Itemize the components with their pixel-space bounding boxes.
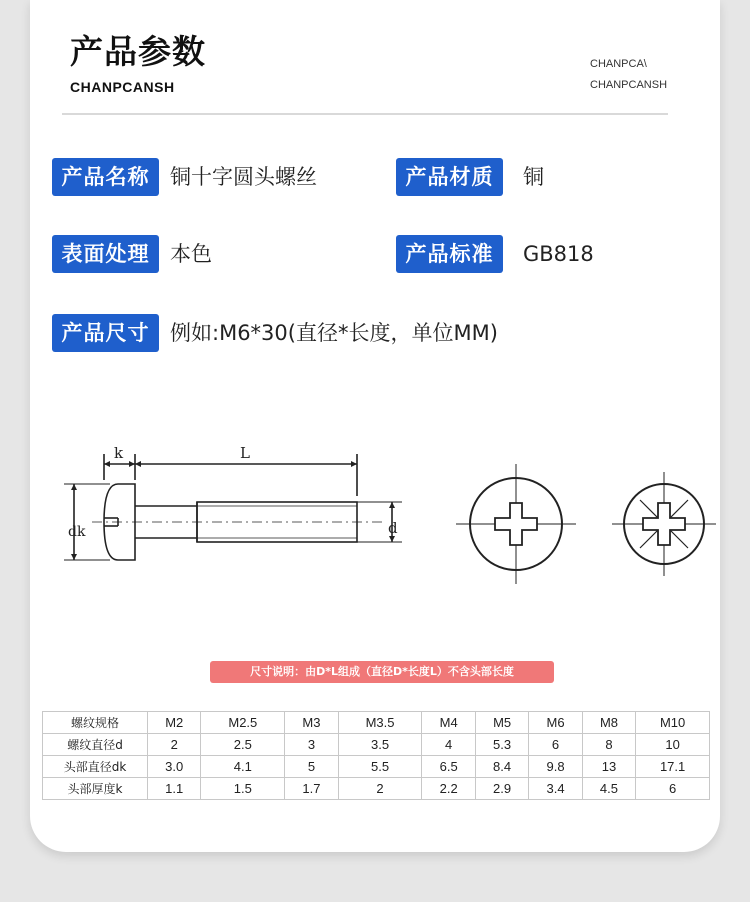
table-cell: M3 [285,712,338,734]
page-title: 产品参数 [70,32,206,71]
table-cell: 8 [582,734,635,756]
table-row [43,734,710,756]
table-cell: 5.3 [475,734,528,756]
row-header: 螺纹直径d [43,734,148,756]
standard-value: GB818 [523,242,594,266]
table-cell: 2.5 [201,734,285,756]
table-cell: 5 [285,756,338,778]
table-cell: 1.1 [148,778,201,800]
table-cell: M4 [422,712,475,734]
table-row [43,712,710,734]
surface-value: 本色 [170,242,212,266]
label-dk: dk [68,524,86,540]
table-cell: 9.8 [529,756,582,778]
size-label: 产品尺寸 [52,314,159,352]
label-L: L [240,444,250,462]
table-row [43,778,710,800]
label-d: d [388,519,398,537]
table-cell: M6 [529,712,582,734]
table-cell: 17.1 [636,756,710,778]
table-cell: M2.5 [201,712,285,734]
table-cell: 6 [529,734,582,756]
table-cell: 3.5 [338,734,422,756]
row-header: 螺纹规格 [43,712,148,734]
product-name-value: 铜十字圆头螺丝 [170,165,317,189]
table-cell: 3.4 [529,778,582,800]
corner-text-1: CHANPCA\ [590,58,647,70]
table-cell: 3.0 [148,756,201,778]
table-cell: 1.7 [285,778,338,800]
table-cell: 6.5 [422,756,475,778]
table-cell: 13 [582,756,635,778]
table-cell: 2 [148,734,201,756]
standard-label: 产品标准 [396,235,503,273]
table-cell: 2 [338,778,422,800]
table-cell: 6 [636,778,710,800]
size-note-banner: 尺寸说明：由D*L组成（直径D*长度L）不含头部长度 [210,661,554,683]
screw-diagram [0,430,750,590]
table-cell: 2.9 [475,778,528,800]
spec-table [42,711,710,800]
table-cell: M10 [636,712,710,734]
row-header: 头部厚度k [43,778,148,800]
table-cell: 1.5 [201,778,285,800]
table-cell: 8.4 [475,756,528,778]
table-cell: M8 [582,712,635,734]
material-label: 产品材质 [396,158,503,196]
table-cell: 2.2 [422,778,475,800]
table-cell: 3 [285,734,338,756]
label-k: k [114,444,124,462]
surface-label: 表面处理 [52,235,159,273]
size-value: 例如:M6*30(直径*长度，单位MM) [170,321,498,345]
material-value: 铜 [523,165,544,189]
header-divider [62,113,668,115]
table-cell: M3.5 [338,712,422,734]
table-cell: 4.1 [201,756,285,778]
row-header: 头部直径dk [43,756,148,778]
table-cell: 4.5 [582,778,635,800]
table-cell: M2 [148,712,201,734]
corner-text-2: CHANPCANSH [590,79,668,91]
table-cell: 5.5 [338,756,422,778]
product-name-label: 产品名称 [52,158,159,196]
table-cell: 10 [636,734,710,756]
table-cell: 4 [422,734,475,756]
page-subtitle: CHANPCANSH [70,79,175,95]
table-row [43,756,710,778]
table-cell: M5 [475,712,528,734]
